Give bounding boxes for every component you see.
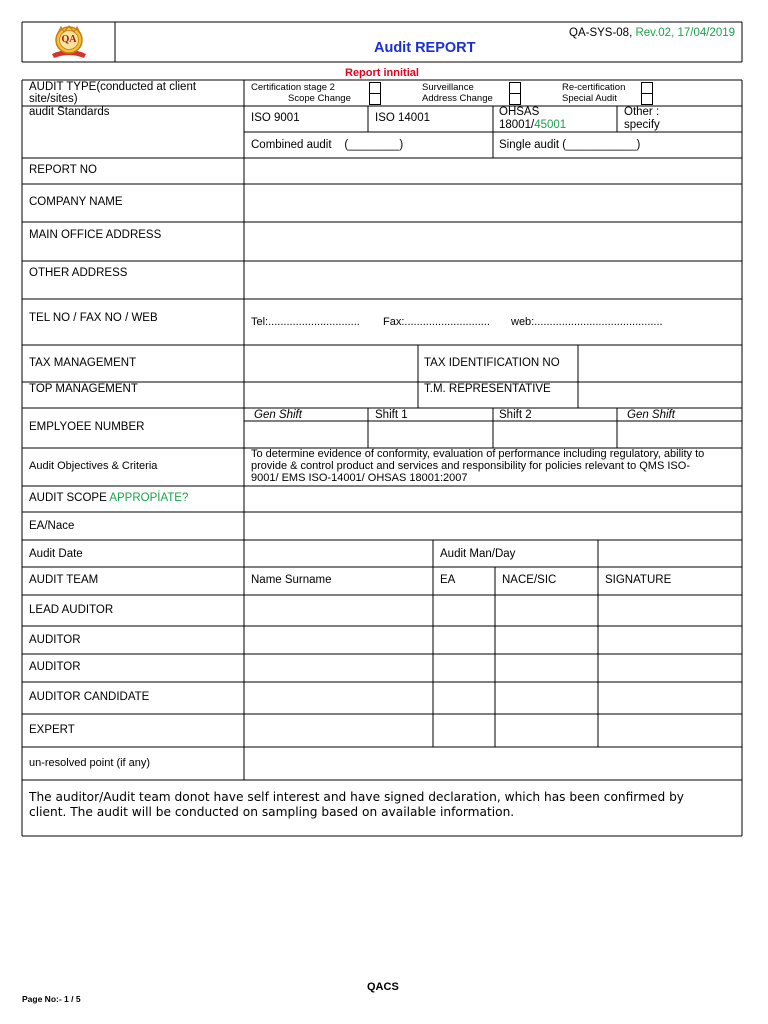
auditor-2-label: AUDITOR [29, 661, 81, 673]
option-scope-change: Scope Change [288, 93, 351, 104]
ea-nace-label: EA/Nace [29, 520, 75, 532]
lead-auditor-label: LEAD AUDITOR [29, 604, 114, 616]
iso-14001-option[interactable]: ISO 14001 [375, 112, 430, 124]
audit-type-label-text: AUDIT TYPE(conducted at client site/sites) [29, 81, 197, 105]
checkbox-scope-change[interactable] [369, 93, 381, 105]
declaration-text [29, 790, 684, 819]
tm-representative-input[interactable] [579, 383, 741, 407]
objectives-label: Audit Objectives & Criteria [29, 460, 158, 472]
shift-gen-2-label: Gen Shift [627, 409, 675, 421]
objectives-line-1: To determine evidence of conformity, evaluation of performance including regulatory, ability to [251, 448, 705, 460]
company-logo [46, 24, 92, 60]
option-special-audit: Special Audit [562, 93, 617, 104]
option-recertification: Re-certification [562, 82, 626, 93]
main-office-input[interactable] [245, 223, 741, 260]
auditor-candidate-label: AUDITOR CANDIDATE [29, 691, 150, 703]
audit-scope-input[interactable] [245, 487, 741, 511]
col-signature: SIGNATURE [605, 574, 672, 586]
tax-id-input[interactable] [579, 346, 741, 381]
checkbox-special-audit[interactable] [641, 93, 653, 105]
shift-1-input[interactable] [369, 422, 492, 447]
auditor-1-row[interactable] [245, 627, 741, 653]
tm-representative-label: T.M. REPRESENTATIVE [424, 383, 551, 395]
checkbox-address-change[interactable] [509, 93, 521, 105]
col-ea: EA [440, 574, 456, 586]
iso-9001-option[interactable]: ISO 9001 [251, 112, 300, 124]
audit-type-label [29, 81, 239, 105]
expert-label: EXPERT [29, 724, 75, 736]
audit-date-input[interactable] [245, 541, 432, 566]
revision-text: Rev.02, 17/04/2019 [635, 27, 736, 39]
report-title: Audit REPORT [374, 40, 476, 56]
auditor-2-row[interactable] [245, 655, 741, 681]
other-label: Other : [624, 106, 660, 118]
logo-letters: QA [61, 34, 77, 45]
objectives-text [251, 448, 704, 485]
other-address-input[interactable] [245, 262, 741, 298]
audit-man-day-input[interactable] [599, 541, 741, 566]
ohsas-prefix: OHSAS [499, 106, 540, 118]
ohsas-main: 18001/ [499, 119, 535, 131]
fax-field[interactable]: Fax:............................ [383, 316, 490, 328]
main-office-label: MAIN OFFICE ADDRESS [29, 229, 162, 241]
tel-field[interactable]: Tel:.............................. [251, 316, 360, 328]
shift-2-label: Shift 2 [499, 409, 532, 421]
option-surveillance: Surveillance [422, 82, 474, 93]
unresolved-label: un-resolved point (if any) [29, 757, 151, 769]
audit-scope-label [29, 492, 188, 505]
ohsas-numbers [499, 119, 566, 132]
audit-scope-note: APPROPİATE? [109, 492, 189, 504]
employee-number-label: EMPLYOEE NUMBER [29, 421, 145, 433]
page-number [22, 993, 81, 1006]
tax-management-input[interactable] [245, 346, 417, 381]
tel-fax-web-label: TEL NO / FAX NO / WEB [29, 312, 158, 324]
page-number-value: 1 / 5 [64, 994, 81, 1004]
page-number-label: Page No:- [22, 994, 65, 1004]
col-nace-sic: NACE/SIC [502, 574, 557, 586]
audit-date-label: Audit Date [29, 548, 83, 560]
objectives-line-2: provide & control product and services and responsibility for policies relevant to QMS ISO- [251, 460, 690, 473]
shift-1-label: Shift 1 [375, 409, 408, 421]
tax-management-label: TAX MANAGEMENT [29, 357, 137, 369]
declaration-line-1: The auditor/Audit team donot have self interest and have signed declaration, which has been confirmed by [29, 790, 685, 804]
specify-label: specify [624, 119, 660, 131]
audit-scope-text: AUDIT SCOPE [29, 492, 107, 504]
other-option[interactable] [624, 106, 660, 132]
ohsas-option[interactable] [499, 106, 566, 132]
shift-gen-1-input[interactable] [245, 422, 367, 447]
objectives-line-3: 9001/ EMS ISO-14001/ OHSAS 18001:2007 [251, 472, 468, 485]
doc-code-text: QA-SYS-08, [569, 27, 633, 39]
company-name-label: COMPANY NAME [29, 196, 123, 208]
ohsas-45001: 45001 [534, 119, 567, 131]
ea-nace-input[interactable] [245, 513, 741, 539]
shift-gen-2-input[interactable] [618, 422, 741, 447]
report-subtitle: Report innitial [345, 67, 419, 79]
declaration-line-2: client. The audit will be conducted on sampling based on available information. [29, 804, 515, 819]
audit-man-day-label: Audit Man/Day [440, 548, 516, 560]
lead-auditor-row[interactable] [245, 596, 741, 625]
unresolved-input[interactable] [245, 748, 741, 779]
report-no-label: REPORT NO [29, 164, 97, 176]
auditor-candidate-row[interactable] [245, 683, 741, 713]
tax-id-label: TAX IDENTIFICATION NO [424, 357, 560, 369]
combined-audit-field[interactable]: Combined audit (________) [251, 139, 404, 151]
col-name-surname: Name Surname [251, 574, 332, 586]
top-management-label: TOP MANAGEMENT [29, 383, 138, 395]
audit-team-label: AUDIT TEAM [29, 574, 99, 586]
footer-org: QACS [367, 981, 399, 993]
report-no-input[interactable] [245, 159, 741, 183]
option-address-change: Address Change [422, 93, 493, 104]
single-audit-field[interactable]: Single audit (___________) [499, 139, 641, 151]
expert-row[interactable] [245, 715, 741, 746]
web-field[interactable]: web:.......................................... [511, 316, 663, 328]
shift-gen-1-label: Gen Shift [254, 409, 302, 421]
top-management-input[interactable] [245, 383, 417, 407]
option-certification-stage2: Certification stage 2 [251, 82, 335, 93]
auditor-1-label: AUDITOR [29, 634, 81, 646]
shift-2-input[interactable] [494, 422, 616, 447]
doc-code [569, 27, 735, 40]
audit-standards-label: audit Standards [29, 106, 110, 118]
other-address-label: OTHER ADDRESS [29, 267, 128, 279]
company-name-input[interactable] [245, 185, 741, 221]
